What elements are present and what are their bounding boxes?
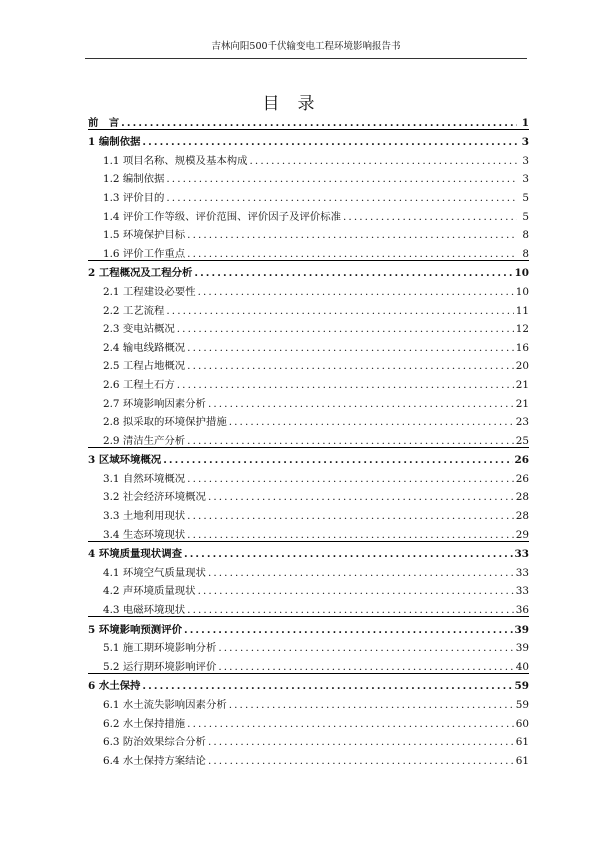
toc-entry-label: 6.2 水土保持措施 xyxy=(103,717,186,730)
toc-page-number: 33 xyxy=(515,585,529,598)
toc-page-number: 3 xyxy=(522,173,529,186)
toc-entry-label: 4.2 声环境质量现状 xyxy=(103,585,196,598)
toc-entry-label: 1.3 评价目的 xyxy=(103,191,165,204)
toc-entry-label: 2 工程概况及工程分析 xyxy=(88,267,193,280)
toc-entry-label: 3 区域环境概况 xyxy=(88,454,162,467)
toc-dot-leader xyxy=(187,229,517,241)
toc-section-row[interactable] xyxy=(88,410,529,429)
toc-section-row[interactable] xyxy=(88,391,529,410)
toc-entry-label: 前 言 xyxy=(88,116,120,129)
toc-page-number: 26 xyxy=(515,472,529,485)
toc-chapter-row[interactable] xyxy=(88,541,529,561)
toc-page-number: 60 xyxy=(515,717,529,730)
toc-dot-leader xyxy=(208,567,514,579)
toc-entry-label: 3.4 生态环境现状 xyxy=(103,528,186,541)
toc-entry-label: 2.1 工程建设必要性 xyxy=(103,285,196,298)
toc-entry-label: 2.7 环境影响因素分析 xyxy=(103,397,206,410)
toc-entry-label: 1 编制依据 xyxy=(88,136,141,149)
toc-section-row[interactable] xyxy=(88,522,529,541)
toc-dot-leader xyxy=(208,736,514,748)
toc-section-row[interactable] xyxy=(88,428,529,447)
toc-section-row[interactable] xyxy=(88,748,529,767)
toc-page-number: 29 xyxy=(515,528,529,541)
toc-entry-label: 4.3 电磁环境现状 xyxy=(103,604,186,617)
toc-dot-leader xyxy=(198,585,514,597)
toc-dot-leader xyxy=(142,680,512,692)
toc-page-number: 59 xyxy=(515,699,529,711)
toc-dot-leader xyxy=(198,286,514,298)
toc-entry-label: 3.3 土地利用现状 xyxy=(103,510,186,523)
toc-dot-leader xyxy=(187,435,514,447)
toc-page-number: 16 xyxy=(515,341,529,354)
toc-section-row[interactable] xyxy=(88,560,529,579)
toc-dot-leader xyxy=(163,454,512,466)
toc-section-row[interactable] xyxy=(88,485,529,504)
toc-section-row[interactable] xyxy=(88,711,529,730)
toc-page-number: 12 xyxy=(515,323,529,336)
toc-entry-label: 2.5 工程占地概况 xyxy=(103,360,186,373)
toc-entry-label: 2.9 清洁生产分析 xyxy=(103,434,186,447)
toc-page-number: 25 xyxy=(515,434,529,447)
toc-section-row[interactable] xyxy=(88,185,529,204)
toc-entry-label: 5 环境影响预测评价 xyxy=(88,623,182,636)
toc-page-number: 61 xyxy=(515,736,529,749)
toc-entry-label: 4.1 环境空气质量现状 xyxy=(103,566,206,579)
toc-entry-label: 6 水土保持 xyxy=(88,680,141,693)
toc-entry-label: 6.3 防治效果综合分析 xyxy=(103,736,206,749)
toc-page-number: 23 xyxy=(515,416,529,429)
toc-entry-label: 2.3 变电站概况 xyxy=(103,323,175,336)
toc-dot-leader xyxy=(187,529,514,541)
toc-dot-leader xyxy=(166,192,517,204)
toc-dot-leader xyxy=(187,360,514,372)
toc-dot-leader xyxy=(184,624,513,636)
toc-page-number: 33 xyxy=(514,548,529,561)
toc-entry-label: 3.2 社会经济环境概况 xyxy=(103,491,206,504)
toc-dot-leader xyxy=(187,604,514,616)
toc-section-row[interactable] xyxy=(88,354,529,373)
toc-page-number: 21 xyxy=(515,397,529,410)
toc-section-row[interactable] xyxy=(88,204,529,223)
toc-page-number: 3 xyxy=(522,154,529,167)
toc-dot-leader xyxy=(229,699,514,711)
toc-page-number: 39 xyxy=(515,642,529,655)
toc-dot-leader xyxy=(187,718,514,730)
running-header: 吉林向阳500千伏输变电工程环境影响报告书 xyxy=(85,41,527,59)
toc-page-number: 8 xyxy=(522,247,529,260)
toc-section-row[interactable] xyxy=(88,692,529,711)
toc-section-row[interactable] xyxy=(88,503,529,522)
toc-section-row[interactable] xyxy=(88,636,529,655)
toc-dot-leader xyxy=(166,173,517,185)
toc-entry-label: 5.1 施工期环境影响分析 xyxy=(103,642,217,655)
toc-page-number: 36 xyxy=(515,604,529,617)
toc-section-row[interactable] xyxy=(88,335,529,354)
toc-dot-leader xyxy=(177,379,514,391)
toc-page-number: 28 xyxy=(515,491,529,504)
toc-page-number: 20 xyxy=(515,360,529,373)
toc-section-row[interactable] xyxy=(88,372,529,391)
toc-dot-leader xyxy=(208,755,514,767)
toc-entry-label: 2.2 工艺流程 xyxy=(103,304,165,317)
toc-entry-label: 2.8 拟采取的环境保护措施 xyxy=(103,416,227,429)
toc-page-number: 61 xyxy=(515,754,529,767)
toc-page-number: 10 xyxy=(515,285,529,298)
toc-section-row[interactable] xyxy=(88,148,529,167)
toc-page-number: 5 xyxy=(522,191,529,204)
toc-page-number: 10 xyxy=(514,267,529,280)
toc-entry-label: 1.6 评价工作重点 xyxy=(103,247,186,260)
toc-page-number: 21 xyxy=(515,378,529,391)
toc-page-number: 5 xyxy=(522,210,529,223)
toc-dot-leader xyxy=(250,155,517,167)
toc-page-number: 33 xyxy=(515,566,529,579)
toc-section-row[interactable] xyxy=(88,317,529,336)
toc-page-number: 26 xyxy=(514,454,529,467)
toc-section-row[interactable] xyxy=(88,241,529,260)
toc-dot-leader xyxy=(194,267,512,279)
toc-dot-leader xyxy=(208,491,514,503)
toc-chapter-row[interactable] xyxy=(88,673,529,693)
toc-chapter-row[interactable] xyxy=(88,110,529,129)
toc-entry-label: 3.1 自然环境概况 xyxy=(103,472,186,485)
toc-section-row[interactable] xyxy=(88,466,529,485)
toc-section-row[interactable] xyxy=(88,279,529,298)
toc-entry-label: 4 环境质量现状调查 xyxy=(88,548,182,561)
toc-dot-leader xyxy=(187,473,514,485)
toc-page-number: 3 xyxy=(521,136,529,149)
toc-dot-leader xyxy=(177,323,514,335)
toc-page-number: 8 xyxy=(522,229,529,242)
toc-page-number: 59 xyxy=(514,680,529,693)
toc-dot-leader xyxy=(187,248,517,260)
toc-dot-leader xyxy=(218,661,513,673)
toc-chapter-row[interactable] xyxy=(88,616,529,636)
toc-dot-leader xyxy=(208,398,514,410)
toc-entry-label: 1.1 项目名称、规模及基本构成 xyxy=(103,154,248,167)
toc-entry-label: 6.1 水土流失影响因素分析 xyxy=(103,699,227,711)
toc-entry-label: 1.5 环境保护目标 xyxy=(103,229,186,242)
toc-dot-leader xyxy=(187,510,514,522)
toc-dot-leader xyxy=(166,305,513,317)
toc-entry-label: 5.2 运行期环境影响评价 xyxy=(103,660,217,673)
toc-entry-label: 2.6 工程土石方 xyxy=(103,378,175,391)
toc-entry-label: 2.4 输电线路概况 xyxy=(103,341,186,354)
toc-dot-leader xyxy=(229,416,514,428)
toc-dot-leader xyxy=(184,548,513,560)
toc-dot-leader xyxy=(142,136,517,148)
toc-section-row[interactable] xyxy=(88,167,529,186)
toc-section-row[interactable] xyxy=(88,298,529,317)
table-of-contents xyxy=(88,110,529,767)
toc-section-row[interactable] xyxy=(88,730,529,749)
toc-dot-leader xyxy=(121,117,517,129)
toc-section-row[interactable] xyxy=(88,654,529,673)
toc-dot-leader xyxy=(343,211,517,223)
toc-dot-leader xyxy=(187,342,514,354)
toc-section-row[interactable] xyxy=(88,597,529,616)
toc-chapter-row[interactable] xyxy=(88,447,529,467)
toc-page-number: 1 xyxy=(521,116,529,129)
toc-page-number: 39 xyxy=(514,623,529,636)
toc-chapter-row[interactable] xyxy=(88,129,529,149)
page-title: 目录 xyxy=(262,94,333,114)
toc-dot-leader xyxy=(218,642,513,654)
toc-entry-label: 1.4 评价工作等级、评价范围、评价因子及评价标准 xyxy=(103,210,342,223)
toc-page-number: 11 xyxy=(515,304,529,317)
toc-page-number: 28 xyxy=(515,510,529,523)
toc-page-number: 40 xyxy=(515,660,529,673)
toc-entry-label: 1.2 编制依据 xyxy=(103,173,165,186)
toc-section-row[interactable] xyxy=(88,223,529,242)
toc-chapter-row[interactable] xyxy=(88,260,529,280)
toc-section-row[interactable] xyxy=(88,579,529,598)
toc-entry-label: 6.4 水土保持方案结论 xyxy=(103,754,206,767)
